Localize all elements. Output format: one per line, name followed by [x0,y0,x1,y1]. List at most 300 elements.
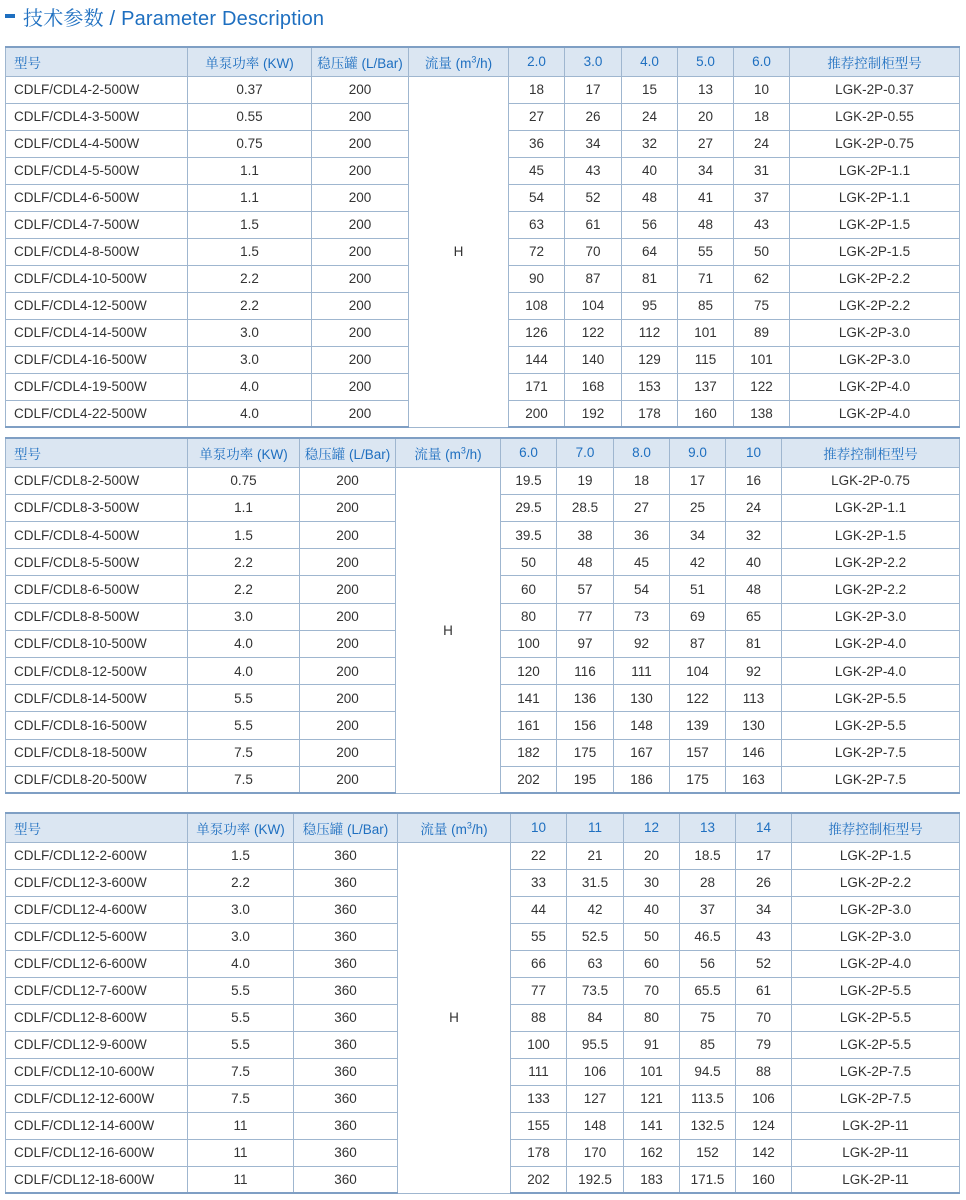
head-value-cell: 52 [736,950,792,977]
head-value-cell: 94.5 [680,1058,736,1085]
model-cell: CDLF/CDL12-7-600W [6,977,188,1004]
head-value-cell: 63 [509,211,565,238]
head-value-cell: 19.5 [501,467,557,494]
head-symbol-cell: H [409,76,509,427]
power-cell: 4.0 [188,950,294,977]
tank-cell: 360 [294,1139,398,1166]
head-value-cell: 106 [736,1085,792,1112]
table-header-row [6,438,960,467]
head-value-cell: 21 [567,842,624,869]
model-cell: CDLF/CDL8-12-500W [6,658,188,685]
head-value-cell: 183 [624,1166,680,1193]
tank-cell: 200 [312,319,409,346]
model-cell: CDLF/CDL4-4-500W [6,130,188,157]
power-cell: 1.5 [188,842,294,869]
table-header-row [6,813,960,842]
head-value-cell: 43 [734,211,790,238]
head-value-cell: 72 [509,238,565,265]
model-cell: CDLF/CDL4-16-500W [6,346,188,373]
model-cell: CDLF/CDL12-4-600W [6,896,188,923]
tank-cell: 200 [300,712,396,739]
header-model: 型号 [6,813,188,842]
header-flow-value: 4.0 [622,47,678,76]
head-value-cell: 90 [509,265,565,292]
power-cell: 11 [188,1166,294,1193]
head-value-cell: 56 [622,211,678,238]
head-value-cell: 126 [509,319,565,346]
head-value-cell: 17 [670,467,726,494]
head-value-cell: 139 [670,712,726,739]
power-cell: 3.0 [188,896,294,923]
power-cell: 5.5 [188,1031,294,1058]
header-flow-tail: /h) [465,446,482,462]
head-value-cell: 89 [734,319,790,346]
head-value-cell: 156 [557,712,614,739]
power-cell: 1.1 [188,184,312,211]
model-cell: CDLF/CDL4-8-500W [6,238,188,265]
model-cell: CDLF/CDL12-3-600W [6,869,188,896]
header-power: 单泵功率 (KW) [188,438,300,467]
head-value-cell: 41 [678,184,734,211]
cabinet-cell: LGK-2P-1.5 [790,238,960,265]
head-value-cell: 101 [734,346,790,373]
head-value-cell: 63 [567,950,624,977]
power-cell: 5.5 [188,1004,294,1031]
power-cell: 2.2 [188,869,294,896]
header-flow-text: 流量 (m [424,55,472,71]
head-value-cell: 160 [678,400,734,427]
cabinet-cell: LGK-2P-5.5 [792,1031,960,1058]
head-value-cell: 18 [509,76,565,103]
cabinet-cell: LGK-2P-11 [792,1112,960,1139]
head-value-cell: 26 [736,869,792,896]
power-cell: 1.5 [188,238,312,265]
head-value-cell: 36 [614,522,670,549]
head-value-cell: 45 [509,157,565,184]
table-row [6,842,960,869]
cabinet-cell: LGK-2P-2.2 [790,265,960,292]
cabinet-cell: LGK-2P-11 [792,1139,960,1166]
head-value-cell: 85 [680,1031,736,1058]
head-value-cell: 148 [567,1112,624,1139]
head-value-cell: 42 [670,549,726,576]
head-value-cell: 39.5 [501,522,557,549]
head-value-cell: 73.5 [567,977,624,1004]
head-value-cell: 40 [624,896,680,923]
head-value-cell: 40 [726,549,782,576]
head-value-cell: 75 [680,1004,736,1031]
head-value-cell: 122 [670,685,726,712]
header-flow [396,438,501,467]
tank-cell: 360 [294,1031,398,1058]
head-value-cell: 52.5 [567,923,624,950]
head-value-cell: 61 [565,211,622,238]
power-cell: 0.75 [188,467,300,494]
header-flow-value: 8.0 [614,438,670,467]
head-value-cell: 87 [565,265,622,292]
power-cell: 2.2 [188,549,300,576]
head-value-cell: 54 [509,184,565,211]
head-value-cell: 57 [557,576,614,603]
power-cell: 1.1 [188,494,300,521]
head-value-cell: 37 [734,184,790,211]
head-value-cell: 40 [622,157,678,184]
model-cell: CDLF/CDL8-14-500W [6,685,188,712]
head-value-cell: 75 [734,292,790,319]
head-value-cell: 25 [670,494,726,521]
tank-cell: 200 [312,265,409,292]
head-value-cell: 65 [726,603,782,630]
head-value-cell: 45 [614,549,670,576]
tank-cell: 200 [312,130,409,157]
head-value-cell: 20 [624,842,680,869]
model-cell: CDLF/CDL8-4-500W [6,522,188,549]
header-cabinet: 推荐控制柜型号 [782,438,960,467]
header-flow-value: 3.0 [565,47,622,76]
head-value-cell: 28.5 [557,494,614,521]
head-value-cell: 70 [624,977,680,1004]
head-value-cell: 202 [511,1166,567,1193]
head-value-cell: 66 [511,950,567,977]
header-flow-value: 10 [511,813,567,842]
tank-cell: 200 [312,292,409,319]
head-value-cell: 153 [622,373,678,400]
tank-cell: 200 [312,103,409,130]
tank-cell: 200 [300,630,396,657]
head-value-cell: 178 [511,1139,567,1166]
head-value-cell: 18 [614,467,670,494]
tank-cell: 360 [294,1112,398,1139]
head-value-cell: 48 [622,184,678,211]
head-value-cell: 101 [624,1058,680,1085]
head-value-cell: 112 [622,319,678,346]
model-cell: CDLF/CDL12-18-600W [6,1166,188,1193]
head-value-cell: 15 [622,76,678,103]
model-cell: CDLF/CDL8-6-500W [6,576,188,603]
head-value-cell: 141 [501,685,557,712]
head-value-cell: 142 [736,1139,792,1166]
parameter-table-1 [5,46,960,428]
header-flow-tail: /h) [476,55,493,71]
cabinet-cell: LGK-2P-1.1 [790,184,960,211]
head-value-cell: 70 [736,1004,792,1031]
head-value-cell: 127 [567,1085,624,1112]
head-value-cell: 48 [678,211,734,238]
head-value-cell: 182 [501,739,557,766]
model-cell: CDLF/CDL12-9-600W [6,1031,188,1058]
head-value-cell: 104 [565,292,622,319]
model-cell: CDLF/CDL12-2-600W [6,842,188,869]
cabinet-cell: LGK-2P-7.5 [782,739,960,766]
power-cell: 7.5 [188,1058,294,1085]
tank-cell: 360 [294,869,398,896]
model-cell: CDLF/CDL4-6-500W [6,184,188,211]
model-cell: CDLF/CDL8-18-500W [6,739,188,766]
head-value-cell: 33 [511,869,567,896]
cabinet-cell: LGK-2P-0.75 [790,130,960,157]
head-value-cell: 80 [501,603,557,630]
head-value-cell: 163 [726,766,782,793]
head-value-cell: 111 [511,1058,567,1085]
table-header-row [6,47,960,76]
cabinet-cell: LGK-2P-1.5 [792,842,960,869]
head-value-cell: 31 [734,157,790,184]
cabinet-cell: LGK-2P-2.2 [782,576,960,603]
head-value-cell: 69 [670,603,726,630]
head-value-cell: 130 [726,712,782,739]
head-value-cell: 95.5 [567,1031,624,1058]
power-cell: 0.55 [188,103,312,130]
head-value-cell: 42 [567,896,624,923]
power-cell: 5.5 [188,977,294,1004]
head-value-cell: 43 [565,157,622,184]
cabinet-cell: LGK-2P-1.1 [782,494,960,521]
head-value-cell: 81 [622,265,678,292]
head-value-cell: 13 [678,76,734,103]
model-cell: CDLF/CDL4-12-500W [6,292,188,319]
tank-cell: 200 [312,373,409,400]
model-cell: CDLF/CDL8-5-500W [6,549,188,576]
head-value-cell: 162 [624,1139,680,1166]
header-tank: 稳压罐 (L/Bar) [294,813,398,842]
head-value-cell: 81 [726,630,782,657]
head-value-cell: 28 [680,869,736,896]
head-value-cell: 87 [670,630,726,657]
head-value-cell: 32 [726,522,782,549]
head-value-cell: 22 [511,842,567,869]
cabinet-cell: LGK-2P-11 [792,1166,960,1193]
head-value-cell: 85 [678,292,734,319]
cabinet-cell: LGK-2P-5.5 [792,977,960,1004]
head-value-cell: 51 [670,576,726,603]
head-value-cell: 65.5 [680,977,736,1004]
power-cell: 7.5 [188,739,300,766]
head-value-cell: 32 [622,130,678,157]
tank-cell: 200 [312,400,409,427]
head-value-cell: 18 [734,103,790,130]
head-value-cell: 38 [557,522,614,549]
model-cell: CDLF/CDL8-2-500W [6,467,188,494]
head-symbol-cell: H [398,842,511,1193]
tank-cell: 360 [294,1166,398,1193]
head-value-cell: 106 [567,1058,624,1085]
tank-cell: 200 [300,739,396,766]
power-cell: 7.5 [188,1085,294,1112]
cabinet-cell: LGK-2P-3.0 [790,346,960,373]
power-cell: 4.0 [188,373,312,400]
head-value-cell: 100 [511,1031,567,1058]
header-flow-sup: 3 [471,54,477,65]
head-value-cell: 54 [614,576,670,603]
head-value-cell: 34 [678,157,734,184]
header-flow-value: 6.0 [501,438,557,467]
head-value-cell: 26 [565,103,622,130]
cabinet-cell: LGK-2P-4.0 [792,950,960,977]
header-flow-value: 7.0 [557,438,614,467]
head-value-cell: 50 [624,923,680,950]
model-cell: CDLF/CDL12-6-600W [6,950,188,977]
header-flow-value: 12 [624,813,680,842]
head-value-cell: 56 [680,950,736,977]
head-value-cell: 146 [726,739,782,766]
head-value-cell: 122 [734,373,790,400]
head-value-cell: 138 [734,400,790,427]
header-flow-sup: 3 [460,445,466,456]
tank-cell: 200 [300,766,396,793]
head-value-cell: 124 [736,1112,792,1139]
header-power: 单泵功率 (KW) [188,813,294,842]
head-value-cell: 50 [501,549,557,576]
model-cell: CDLF/CDL12-5-600W [6,923,188,950]
power-cell: 1.5 [188,211,312,238]
tank-cell: 200 [312,184,409,211]
cabinet-cell: LGK-2P-1.5 [782,522,960,549]
head-value-cell: 129 [622,346,678,373]
head-value-cell: 20 [678,103,734,130]
head-value-cell: 133 [511,1085,567,1112]
tank-cell: 200 [300,549,396,576]
tank-cell: 200 [300,522,396,549]
head-value-cell: 10 [734,76,790,103]
tank-cell: 200 [312,157,409,184]
head-value-cell: 27 [509,103,565,130]
head-value-cell: 27 [678,130,734,157]
head-value-cell: 24 [726,494,782,521]
head-value-cell: 60 [624,950,680,977]
header-flow-value: 11 [567,813,624,842]
head-value-cell: 30 [624,869,680,896]
head-value-cell: 73 [614,603,670,630]
power-cell: 7.5 [188,766,300,793]
head-value-cell: 178 [622,400,678,427]
power-cell: 4.0 [188,400,312,427]
head-value-cell: 31.5 [567,869,624,896]
tank-cell: 200 [300,685,396,712]
head-value-cell: 144 [509,346,565,373]
header-flow-value: 10 [726,438,782,467]
model-cell: CDLF/CDL4-14-500W [6,319,188,346]
header-flow-text: 流量 (m [414,446,461,462]
tank-cell: 200 [300,494,396,521]
power-cell: 2.2 [188,576,300,603]
cabinet-cell: LGK-2P-3.0 [782,603,960,630]
head-value-cell: 77 [511,977,567,1004]
model-cell: CDLF/CDL8-3-500W [6,494,188,521]
tank-cell: 200 [312,346,409,373]
model-cell: CDLF/CDL4-7-500W [6,211,188,238]
model-cell: CDLF/CDL4-10-500W [6,265,188,292]
head-value-cell: 175 [557,739,614,766]
head-value-cell: 160 [736,1166,792,1193]
cabinet-cell: LGK-2P-1.5 [790,211,960,238]
power-cell: 3.0 [188,346,312,373]
tank-cell: 360 [294,842,398,869]
header-flow-value: 14 [736,813,792,842]
power-cell: 0.75 [188,130,312,157]
cabinet-cell: LGK-2P-3.0 [790,319,960,346]
cabinet-cell: LGK-2P-7.5 [792,1085,960,1112]
head-value-cell: 113 [726,685,782,712]
cabinet-cell: LGK-2P-2.2 [790,292,960,319]
head-value-cell: 60 [501,576,557,603]
cabinet-cell: LGK-2P-3.0 [792,896,960,923]
cabinet-cell: LGK-2P-7.5 [792,1058,960,1085]
model-cell: CDLF/CDL8-20-500W [6,766,188,793]
model-cell: CDLF/CDL12-8-600W [6,1004,188,1031]
header-model: 型号 [6,47,188,76]
power-cell: 0.37 [188,76,312,103]
model-cell: CDLF/CDL8-16-500W [6,712,188,739]
parameter-table-3 [5,812,960,1194]
head-value-cell: 192.5 [567,1166,624,1193]
head-value-cell: 92 [726,658,782,685]
head-value-cell: 152 [680,1139,736,1166]
head-value-cell: 104 [670,658,726,685]
head-value-cell: 71 [678,265,734,292]
power-cell: 11 [188,1139,294,1166]
power-cell: 11 [188,1112,294,1139]
page-title-text: 技术参数 / Parameter Description [23,7,325,30]
head-value-cell: 120 [501,658,557,685]
cabinet-cell: LGK-2P-0.37 [790,76,960,103]
header-flow-value: 5.0 [678,47,734,76]
cabinet-cell: LGK-2P-3.0 [792,923,960,950]
header-power: 单泵功率 (KW) [188,47,312,76]
cabinet-cell: LGK-2P-0.55 [790,103,960,130]
head-value-cell: 137 [678,373,734,400]
model-cell: CDLF/CDL8-8-500W [6,603,188,630]
table-row [6,76,960,103]
head-value-cell: 88 [736,1058,792,1085]
head-value-cell: 113.5 [680,1085,736,1112]
head-value-cell: 200 [509,400,565,427]
tank-cell: 360 [294,896,398,923]
head-value-cell: 55 [678,238,734,265]
power-cell: 4.0 [188,630,300,657]
head-value-cell: 70 [565,238,622,265]
power-cell: 2.2 [188,292,312,319]
head-value-cell: 91 [624,1031,680,1058]
head-value-cell: 16 [726,467,782,494]
header-flow [398,813,511,842]
model-cell: CDLF/CDL12-16-600W [6,1139,188,1166]
power-cell: 3.0 [188,603,300,630]
head-value-cell: 84 [567,1004,624,1031]
tank-cell: 200 [312,238,409,265]
head-value-cell: 111 [614,658,670,685]
head-value-cell: 140 [565,346,622,373]
head-value-cell: 44 [511,896,567,923]
head-value-cell: 17 [736,842,792,869]
model-cell: CDLF/CDL12-14-600W [6,1112,188,1139]
header-tank: 稳压罐 (L/Bar) [312,47,409,76]
head-value-cell: 171.5 [680,1166,736,1193]
head-value-cell: 34 [736,896,792,923]
header-tank: 稳压罐 (L/Bar) [300,438,396,467]
power-cell: 1.5 [188,522,300,549]
head-value-cell: 24 [734,130,790,157]
tank-cell: 200 [300,658,396,685]
header-flow [409,47,509,76]
head-value-cell: 157 [670,739,726,766]
model-cell: CDLF/CDL4-22-500W [6,400,188,427]
page-title [5,2,324,30]
head-value-cell: 17 [565,76,622,103]
head-value-cell: 48 [726,576,782,603]
head-value-cell: 48 [557,549,614,576]
cabinet-cell: LGK-2P-5.5 [792,1004,960,1031]
header-cabinet: 推荐控制柜型号 [790,47,960,76]
